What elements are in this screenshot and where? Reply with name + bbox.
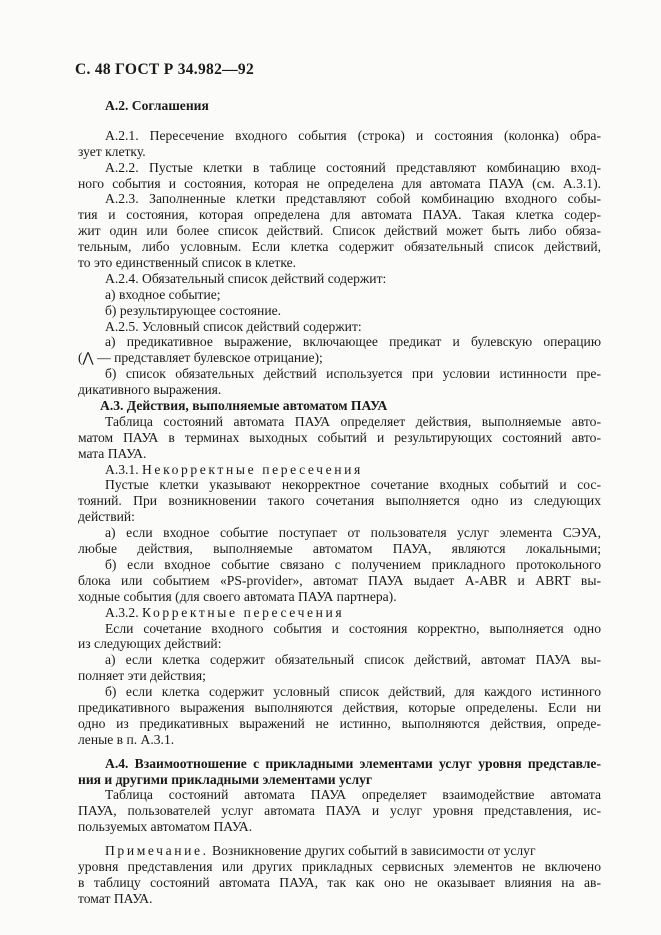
paragraph-a3-2-line: из следующих действий: [78, 636, 222, 652]
subsection-heading-a3-1 [78, 462, 601, 478]
page-header: С. 48 ГОСТ Р 34.982—92 [75, 61, 255, 78]
paragraph-a4-line: пользуемых автоматом ПАУА. [78, 819, 253, 835]
subsection-title: Корректные пересечения [142, 604, 345, 620]
paragraph-a2-3-line: то это единственный список в клетке. [78, 255, 297, 271]
list-item: а) если входное событие поступает от пользователя услуг элемента СЭУА, [105, 525, 601, 541]
paragraph-a4-line: Таблица состояний автомата ПАУА определяет взаимодействие автомата [105, 787, 601, 803]
list-item-continuation: дикативного выражения. [78, 382, 222, 398]
paragraph-a4-line: ПАУА, пользователей услуг автомата ПАУА и услуг уровня представления, ис- [78, 803, 601, 819]
paragraph-a2-4-line: А.2.4. Обязательный список действий содержит: [105, 270, 387, 286]
section-heading-a3: А.3. Действия, выполняемые автоматом ПАУА [100, 398, 388, 414]
list-item-continuation: ходные события (для своего автомата ПАУА партнера). [78, 588, 397, 604]
spacer [78, 835, 601, 843]
subsection-number: А.3.2. [105, 604, 139, 620]
paragraph-a3-line: Таблица состояний автомата ПАУА определяет действия, выполняемые авто- [105, 413, 601, 429]
section-heading-a2: А.2. Соглашения [105, 98, 209, 113]
list-item: б) результирующее состояние. [105, 302, 282, 318]
paragraph-a2-2-line: ного события и состояния, которая не определена для автомата ПАУА (см. А.3.1). [78, 175, 601, 191]
paragraph-a3-1-line: Пустые клетки указывают некорректное сочетание входных событий и сос- [105, 477, 601, 493]
spacer [78, 114, 601, 128]
note-line [78, 843, 601, 859]
list-item: б) если входное событие связано с получением прикладного протокольного [105, 556, 601, 572]
list-item: б) если клетка содержит условный список действий, для каждого истинного [105, 684, 601, 700]
subsection-title: Некорректные пересечения [142, 461, 363, 477]
paragraph-a3-line: мата ПАУА. [78, 445, 147, 461]
list-item-continuation: одно из предикативных выражений не истинно, выполняются действия, опреде- [78, 715, 601, 731]
paragraph-a2-2-line: А.2.2. Пустые клетки в таблице состояний представляют комбинацию вход- [105, 159, 601, 175]
paragraph-a2-3-line: А.2.3. Заполненные клетки представляют собой комбинацию входного собы- [105, 191, 601, 207]
note-line: томат ПАУА. [78, 890, 153, 906]
list-item-continuation: леные в п. А.3.1. [78, 731, 175, 747]
subsection-heading-a3-2 [78, 605, 601, 621]
note-label: Примечание. [105, 843, 209, 859]
list-item-continuation: любые действия, выполняемые автоматом ПАУА, являются локальными; [78, 541, 601, 557]
section-heading-a4-continuation: ния и другими прикладными элементами услуг [78, 771, 373, 787]
paragraph-a3-2-line: Если сочетание входного события и состояния корректно, выполняется одно [105, 620, 601, 636]
paragraph-a2-3-line: тия и состояния, которая определена для автомата ПАУА. Такая клетка содер- [78, 207, 601, 223]
list-item: б) список обязательных действий используется при условии истинности пре- [105, 366, 601, 382]
subsection-number: А.3.1. [105, 461, 139, 477]
paragraph-a2-1-line: зует клетку. [78, 143, 146, 159]
paragraph-a2-3-line: жит один или более список действий. Список действий может быть либо обяза- [78, 223, 601, 239]
list-item-continuation: блока или событием «PS-provider», автомат ПАУА выдает A-ABR и ABRT вы- [78, 572, 601, 588]
paragraph-a3-1-line: тояний. При возникновении такого сочетания выполняется одно из следующих [78, 493, 601, 509]
paragraph-a2-1-line: А.2.1. Пересечение входного события (строка) и состояния (колонка) обра- [105, 127, 601, 143]
list-item-continuation: предикативного выражения выполняются действия, которые определены. Если ни [78, 699, 601, 715]
list-item: а) входное событие; [105, 286, 221, 302]
paragraph-a3-line: матом ПАУА в терминах выходных событий и результирующих состояний авто- [78, 429, 601, 445]
note-line: в таблицу состояний автомата ПАУА, так как оно не оказывает влияния на ав- [78, 874, 601, 890]
section-heading-a4: А.4. Взаимоотношение с прикладными элементами услуг уровня представле- [105, 755, 601, 771]
list-item: а) предикативное выражение, включающее предикат и булевскую операцию [105, 334, 601, 350]
document-body [78, 98, 601, 907]
note-line: уровня представления или других прикладных сервисных элементов не включено [78, 858, 601, 874]
paragraph-a3-1-line: действий: [78, 509, 135, 525]
list-item-continuation: (⋀ — представляет булевское отрицание); [78, 350, 323, 366]
spacer [78, 748, 601, 756]
paragraph-a2-5-line: А.2.5. Условный список действий содержит: [105, 318, 362, 334]
note-text: Возникновение других событий в зависимости от услуг [212, 843, 536, 859]
list-item: а) если клетка содержит обязательный список действий, автомат ПАУА вы- [105, 652, 601, 668]
list-item-continuation: полняет эти действия; [78, 668, 206, 684]
paragraph-a2-3-line: тельным, либо условным. Если клетка содержит обязательный список действий, [78, 239, 601, 255]
